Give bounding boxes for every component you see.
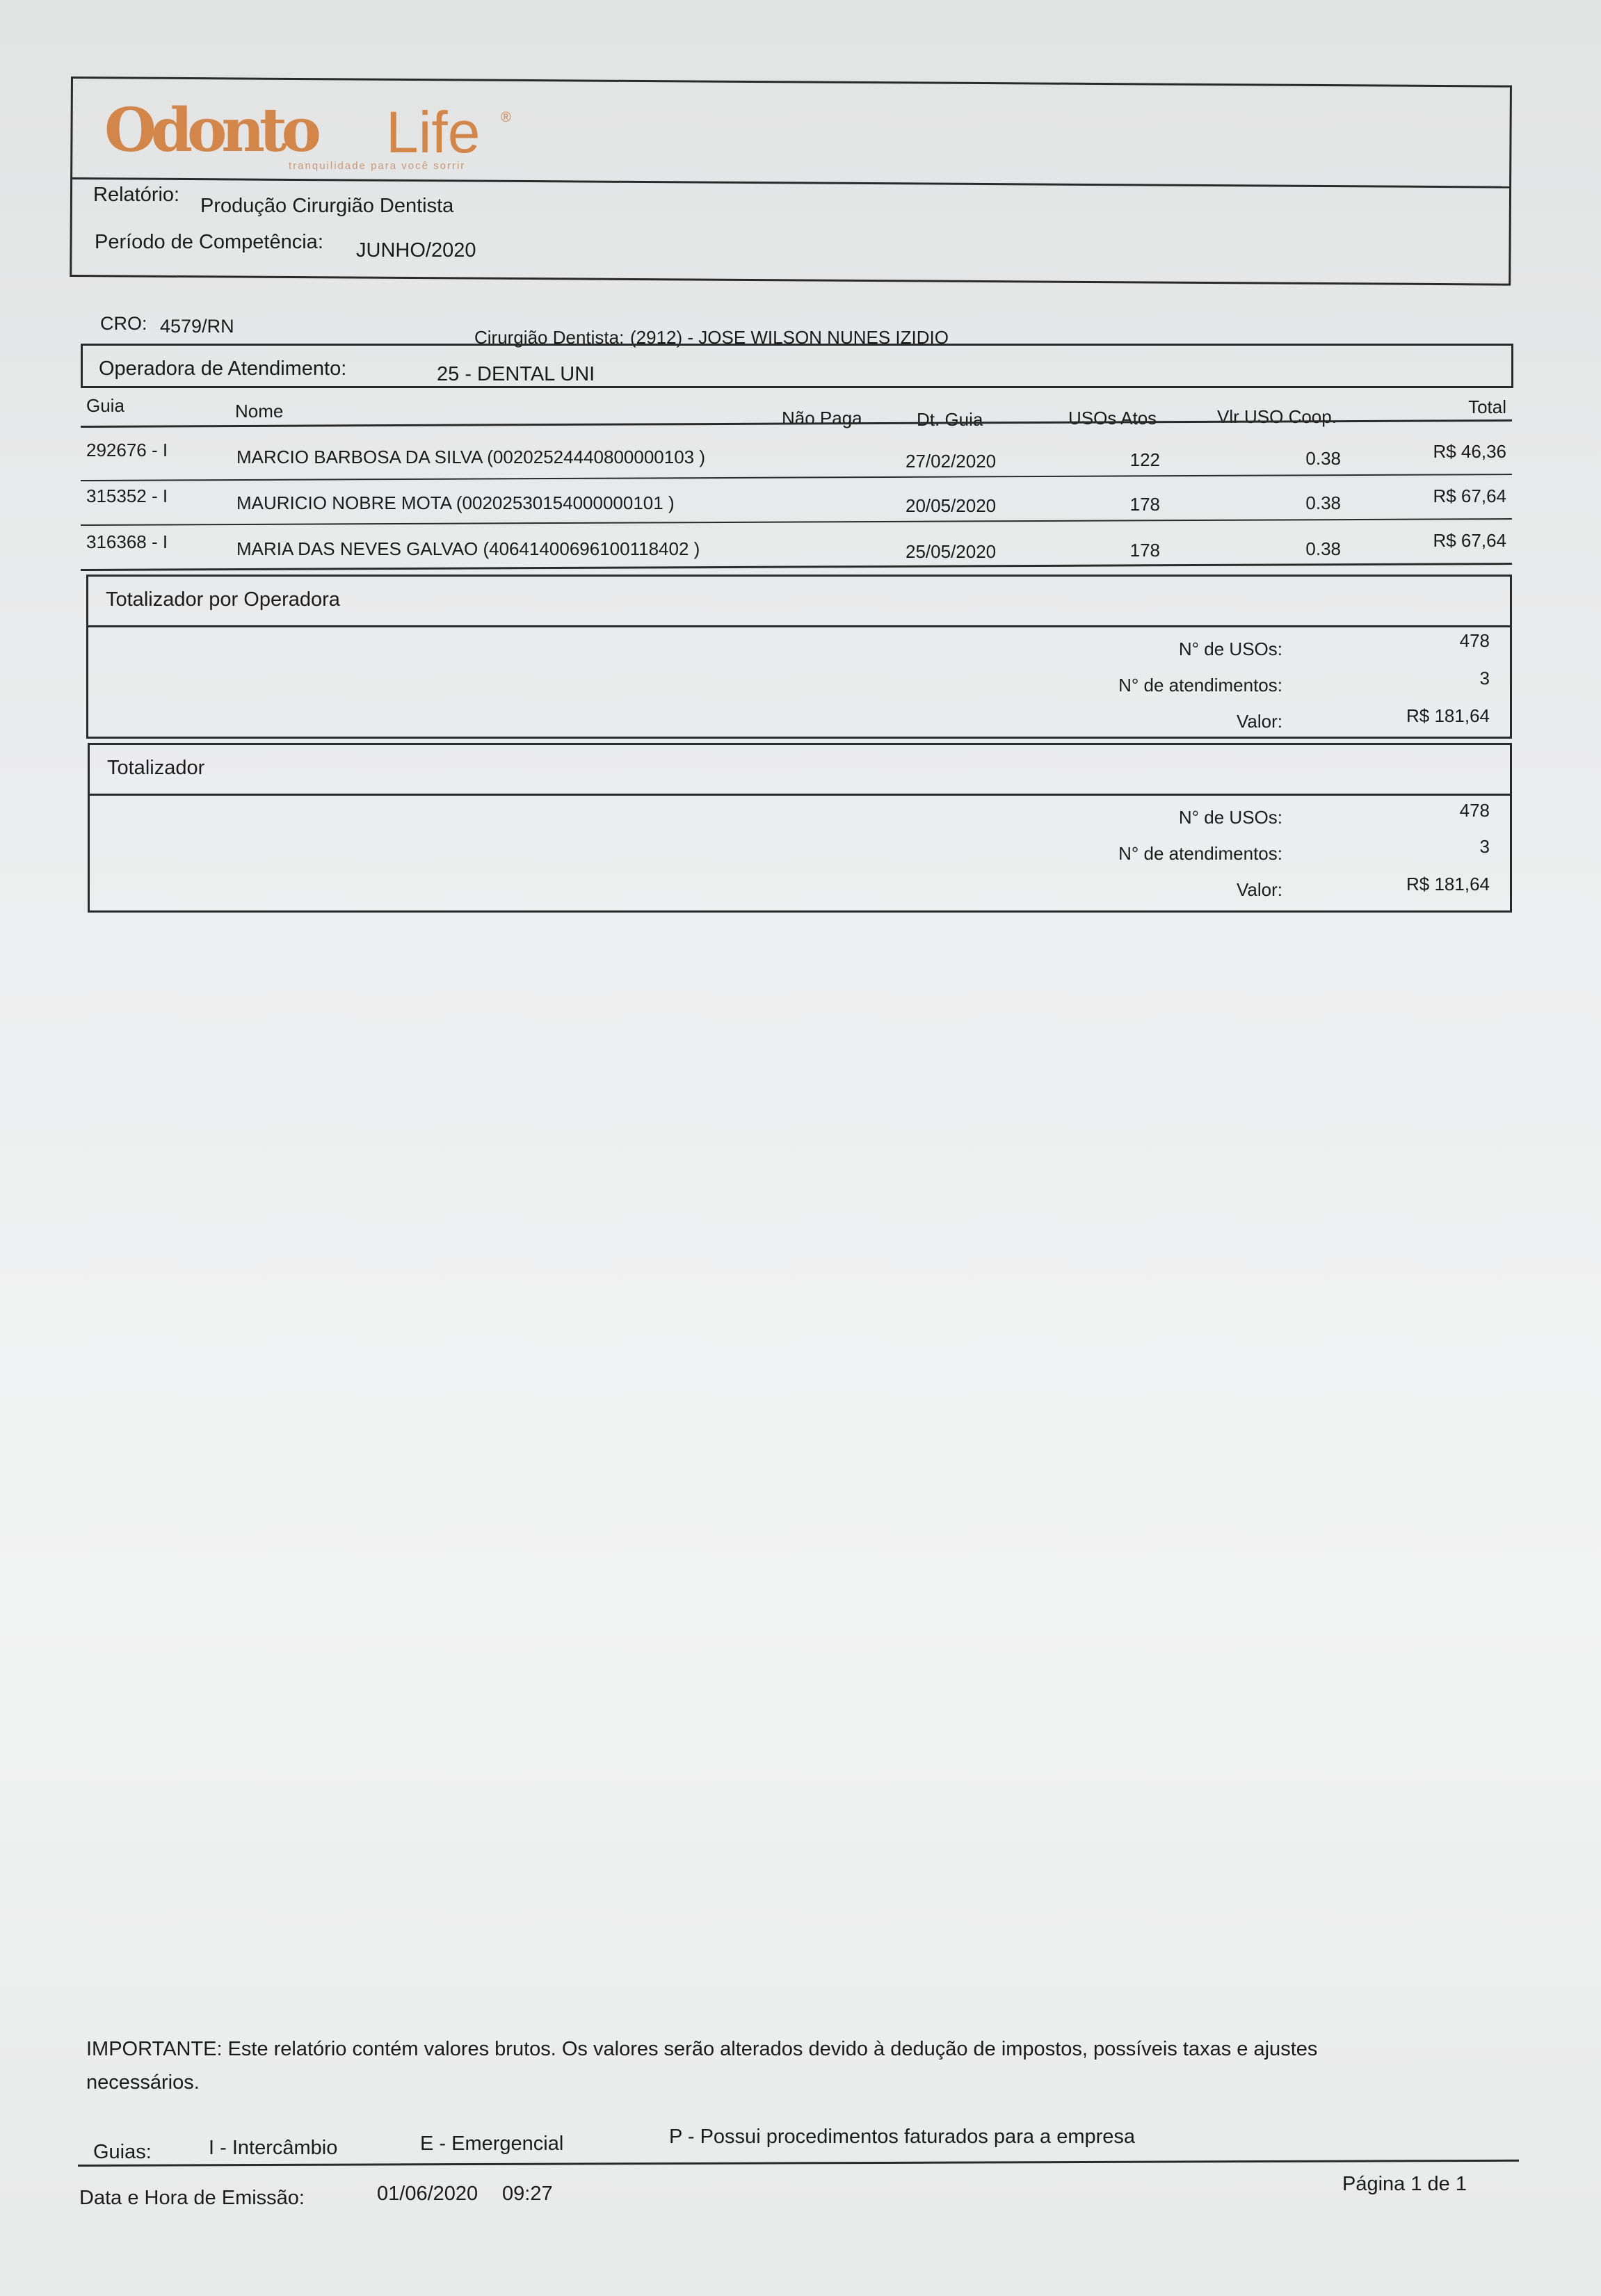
- row-total: R$ 46,36: [1433, 441, 1506, 462]
- tot-atend-label: N° de atendimentos:: [1118, 843, 1282, 864]
- col-header-usos: USOs Atos: [1068, 408, 1157, 428]
- header-divider: [72, 177, 1509, 188]
- row-divider: [81, 474, 1512, 481]
- row-total: R$ 67,64: [1433, 485, 1506, 506]
- row-usos: 122: [1129, 449, 1160, 470]
- logo-registered-mark: ®: [501, 110, 511, 125]
- totalizador-title: Totalizador: [107, 757, 205, 779]
- footer-divider: [78, 2160, 1519, 2167]
- tot-op-usos-value: 478: [1459, 630, 1490, 651]
- row-total: R$ 67,64: [1433, 530, 1506, 551]
- cro-value: 4579/RN: [160, 316, 234, 337]
- operadora-label: Operadora de Atendimento:: [99, 358, 347, 380]
- row-dt-guia: 25/05/2020: [906, 541, 997, 562]
- dentist-value: (2912) - JOSE WILSON NUNES IZIDIO: [630, 327, 949, 348]
- tot-op-atend-label: N° de atendimentos:: [1118, 675, 1282, 696]
- col-header-vlr: Vlr USO Coop.: [1217, 406, 1337, 427]
- pagina-indicator: Página 1 de 1: [1342, 2173, 1467, 2195]
- relatorio-label: Relatório:: [93, 184, 180, 206]
- cro-label: CRO:: [100, 313, 147, 334]
- totalizador-divider: [90, 794, 1510, 796]
- tot-valor-label: Valor:: [1237, 879, 1282, 900]
- emissao-date: 01/06/2020: [377, 2183, 478, 2205]
- row-dt-guia: 20/05/2020: [906, 495, 997, 516]
- totalizador-operadora-title: Totalizador por Operadora: [106, 588, 340, 611]
- logo-odonto-text: Odonto: [104, 95, 316, 166]
- table-bottom-line: [81, 563, 1512, 571]
- importante-line2: necessários.: [86, 2071, 200, 2094]
- row-dt-guia: 27/02/2020: [906, 451, 997, 472]
- row-guia: 316368 - I: [86, 531, 168, 552]
- emissao-time: 09:27: [502, 2183, 553, 2205]
- tot-atend-value: 3: [1479, 836, 1490, 857]
- periodo-label: Período de Competência:: [95, 231, 323, 253]
- col-header-guia: Guia: [86, 395, 124, 416]
- row-usos: 178: [1129, 494, 1160, 515]
- row-nome: MAURICIO NOBRE MOTA (00202530154000000101 ): [236, 492, 675, 513]
- row-vlr: 0.38: [1305, 538, 1341, 559]
- emissao-label: Data e Hora de Emissão:: [79, 2187, 305, 2209]
- tot-usos-label: N° de USOs:: [1178, 807, 1282, 828]
- relatorio-value: Produção Cirurgião Dentista: [200, 195, 454, 217]
- tot-valor-value: R$ 181,64: [1406, 874, 1490, 894]
- periodo-value: JUNHO/2020: [356, 239, 476, 262]
- legend-intercambio: I - Intercâmbio: [209, 2137, 338, 2159]
- row-usos: 178: [1129, 540, 1160, 561]
- col-header-nao-paga: Não Paga: [782, 408, 862, 428]
- tot-op-usos-label: N° de USOs:: [1178, 639, 1282, 659]
- tot-op-valor-value: R$ 181,64: [1406, 705, 1490, 726]
- tot-op-valor-label: Valor:: [1237, 711, 1282, 732]
- row-divider: [81, 518, 1512, 526]
- row-nome: MARCIO BARBOSA DA SILVA (00202524440800000103 ): [236, 447, 706, 467]
- row-guia: 292676 - I: [86, 440, 168, 460]
- row-guia: 315352 - I: [86, 485, 168, 506]
- row-nome: MARIA DAS NEVES GALVAO (40641400696100118402 ): [236, 538, 700, 559]
- totalizador-operadora-divider: [88, 625, 1510, 627]
- operadora-value: 25 - DENTAL UNI: [437, 363, 595, 385]
- row-vlr: 0.38: [1305, 448, 1341, 469]
- totalizador-box: [88, 743, 1512, 913]
- legend-procedimentos: P - Possui procedimentos faturados para a empresa: [669, 2126, 1136, 2148]
- col-header-dt-guia: Dt. Guia: [917, 409, 983, 430]
- tot-op-atend-value: 3: [1479, 668, 1490, 689]
- logo-life-text: Life: [386, 99, 481, 165]
- tot-usos-value: 478: [1459, 800, 1490, 821]
- importante-line1: IMPORTANTE: Este relatório contém valores brutos. Os valores serão alterados devido à dedução de impostos, possíveis taxas e ajustes: [86, 2038, 1318, 2060]
- dentist-label: Cirurgião Dentista:: [474, 327, 625, 348]
- col-header-total: Total: [1468, 396, 1506, 417]
- row-vlr: 0.38: [1305, 492, 1341, 513]
- legend-emergencial: E - Emergencial: [420, 2133, 564, 2155]
- logo-tagline: tranquilidade para você sorrir: [289, 160, 466, 172]
- col-header-nome: Nome: [235, 401, 284, 422]
- odontolife-logo: [104, 96, 522, 172]
- guias-label: Guias:: [93, 2141, 152, 2163]
